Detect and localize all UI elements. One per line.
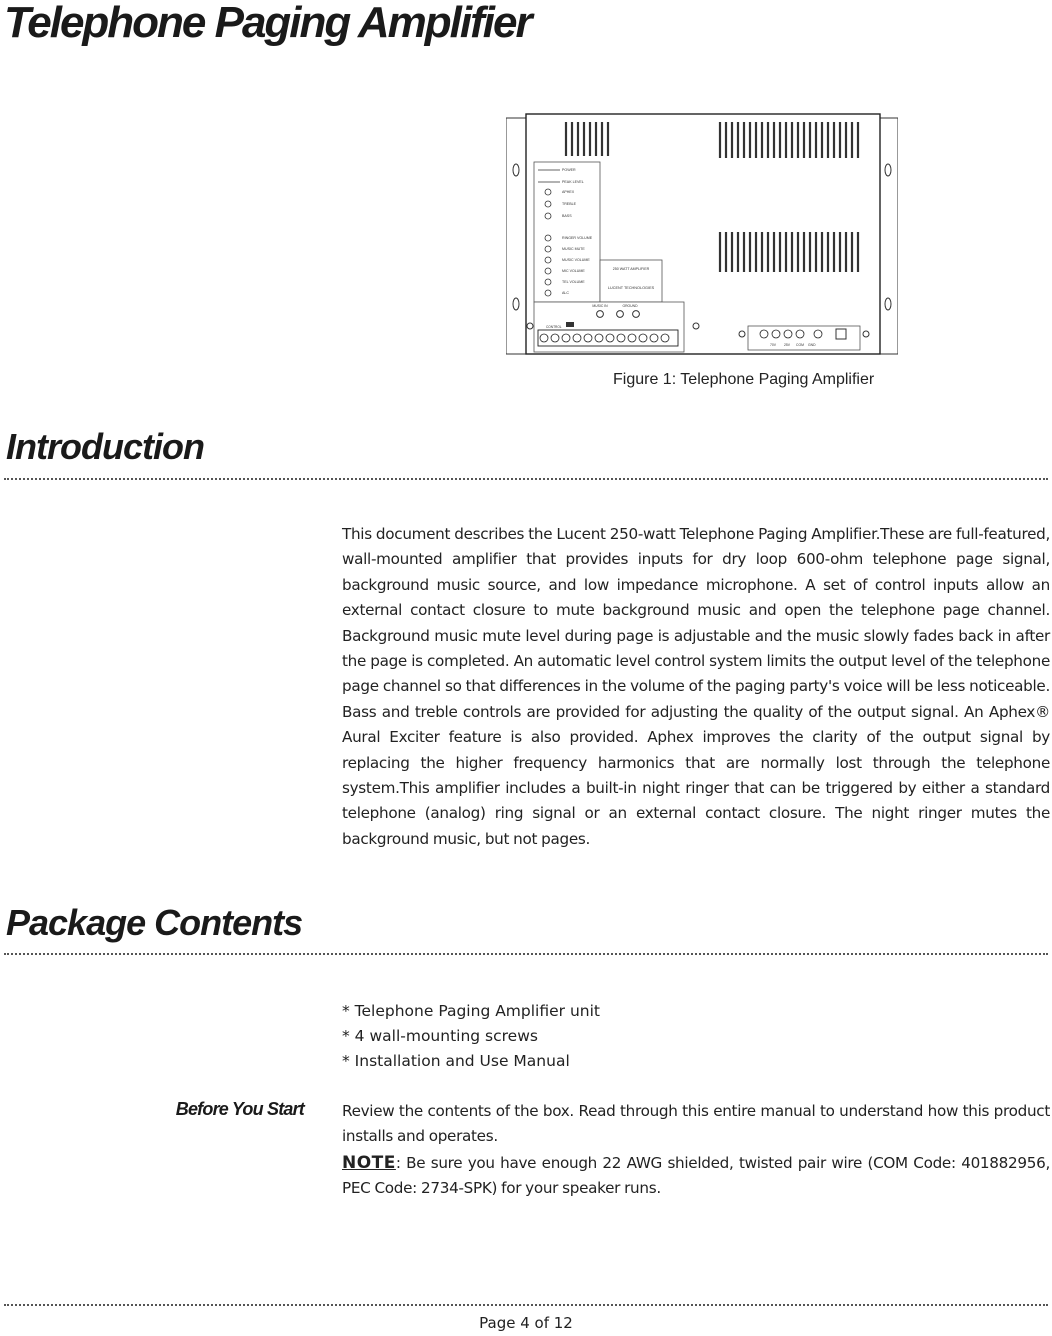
panel-label: MIC VOLUME <box>562 269 585 273</box>
introduction-heading: Introduction <box>6 426 204 467</box>
terminal-label: 70V <box>770 343 777 347</box>
before-you-start-label: Before You Start <box>175 1099 304 1119</box>
section-divider <box>4 953 1048 955</box>
amplifier-figure <box>506 112 898 356</box>
footer-divider <box>4 1304 1048 1306</box>
panel-label: MUSIC MUTE <box>562 247 585 251</box>
list-item: * Installation and Use Manual <box>342 1052 570 1070</box>
panel-label: TEL VOLUME <box>562 280 585 284</box>
panel-label: RINGER VOLUME <box>562 236 593 240</box>
note-text: : Be sure you have enough 22 AWG shielded, twisted pair wire (COM Code: 401882956, PEC Code: 2734-SPK) for your speaker runs. <box>342 1154 1050 1198</box>
note-paragraph <box>342 1151 1050 1202</box>
panel-label: PEAK LEVEL <box>562 180 584 184</box>
figure-caption: Figure 1: Telephone Paging Amplifier <box>613 371 875 388</box>
terminal-label: 25V <box>784 343 791 347</box>
section-divider <box>4 478 1048 480</box>
panel-label: MUSIC VOLUME <box>562 258 590 262</box>
page-number: Page 4 of 12 <box>479 1314 573 1332</box>
nameplate-line2: LUCENT TECHNOLOGIES <box>607 286 655 290</box>
panel-label: ALC <box>562 291 569 295</box>
panel-label: BASS <box>562 214 572 218</box>
terminal-label: GND <box>808 343 816 347</box>
panel-label: APHEX <box>562 190 575 194</box>
panel-label: POWER <box>562 168 576 172</box>
list-item: * 4 wall-mounting screws <box>342 1027 538 1045</box>
terminal-label: COM <box>796 343 804 347</box>
note-label: NOTE <box>342 1153 396 1173</box>
before-you-start-text: Review the contents of the box. Read through this entire manual to understand how this product installs and operates. <box>342 1102 1050 1146</box>
control-label: CONTROL <box>546 325 562 329</box>
ground-label: GROUND <box>622 304 638 308</box>
nameplate-line1: 250 WATT AMPLIFIER <box>612 267 650 271</box>
introduction-paragraph: This document describes the Lucent 250-watt Telephone Paging Amplifier.These are full-featured, wall-mounted amplifier that provides inputs for dry loop 600-ohm telephone page signal, background music source, and low impedance microphone. A set of control inputs allow an external contact closure to mute background music and open the telephone page channel. Background music mute level during page is adjustable and the music slowly fades back in after the page is completed. An automatic level control system limits the output level of the telephone page channel so that differences in the volume of the paging party's voice will be less noticeable. Bass and treble controls are provided for adjusting the quality of the output signal. An Aphex® Aural Exciter feature is also provided. Aphex improves the clarity of the output signal by replacing the higher frequency harmonics that are normally lost through the telephone system.This amplifier includes a built-in night ringer that can be triggered by either a standard telephone (analog) ring signal or an external contact closure. The night ringer mutes the background music, but not pages. <box>342 525 1050 848</box>
page-title: Telephone Paging Amplifier <box>4 0 531 47</box>
list-item: * Telephone Paging Amplifier unit <box>342 1002 600 1020</box>
package-contents-list <box>342 999 600 1074</box>
panel-label: TREBLE <box>562 202 576 206</box>
package-contents-heading: Package Contents <box>6 902 303 943</box>
music-in-label: MUSIC IN <box>592 304 608 308</box>
